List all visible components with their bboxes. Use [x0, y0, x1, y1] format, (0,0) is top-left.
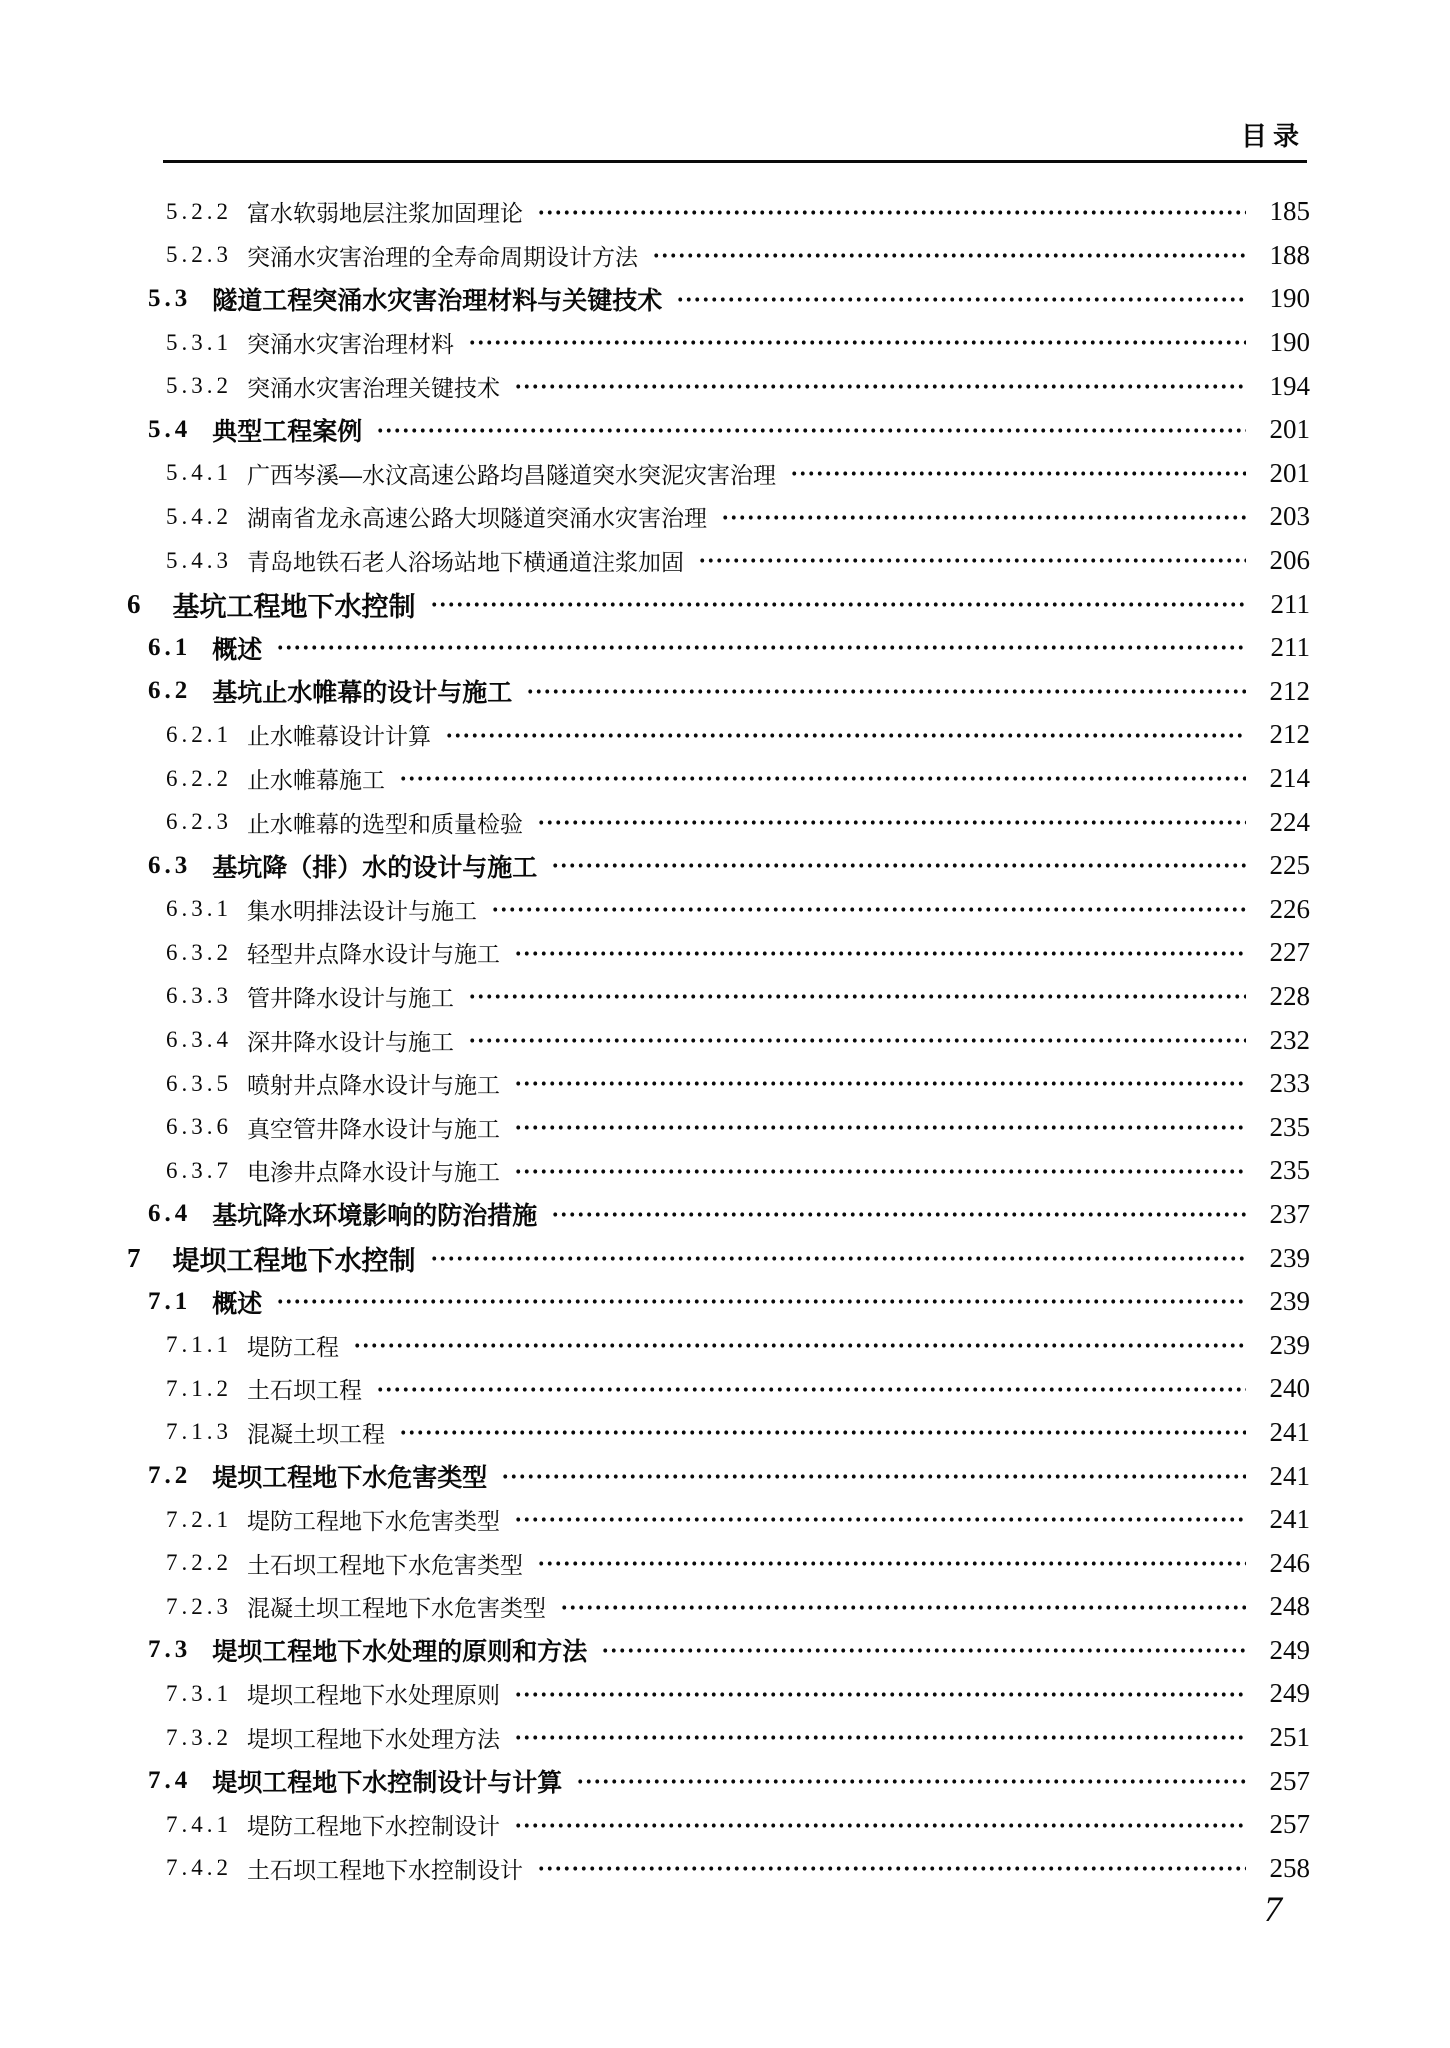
entry-title: 基坑降水环境影响的防治措施	[212, 1202, 538, 1231]
entry-number: 7.4.2	[166, 1855, 232, 1881]
toc-entry	[127, 713, 1310, 757]
dot-leader	[537, 1847, 1246, 1891]
footer-page-number: 7	[1264, 1889, 1282, 1929]
toc-entry	[127, 1498, 1310, 1542]
entry-title: 真空管井降水设计与施工	[247, 1115, 500, 1142]
entry-title: 广西岑溪—水汶高速公路均昌隧道突水突泥灾害治理	[247, 461, 776, 488]
dot-leader	[551, 1193, 1246, 1237]
entry-page-number: 201	[1269, 414, 1310, 445]
entry-number: 6.3.7	[166, 1157, 232, 1183]
entry-title: 基坑降（排）水的设计与施工	[212, 853, 538, 882]
dot-leader	[537, 190, 1246, 234]
entry-number: 5.4	[148, 415, 192, 443]
entry-number: 7.3.1	[166, 1680, 232, 1706]
entry-title: 青岛地铁石老人浴场站地下横通道注浆加固	[247, 549, 684, 576]
toc-entry	[127, 1367, 1310, 1411]
entry-title: 隧道工程突涌水灾害治理材料与关键技术	[212, 286, 663, 315]
dot-leader	[514, 1803, 1246, 1847]
entry-page-number: 241	[1269, 1504, 1310, 1535]
dot-leader	[576, 1759, 1246, 1803]
toc-entry	[127, 321, 1310, 365]
entry-number: 7.3.2	[166, 1724, 232, 1750]
toc-entry	[127, 1018, 1310, 1062]
toc-entry	[127, 1105, 1310, 1149]
entry-page-number: 246	[1269, 1547, 1310, 1578]
dot-leader	[514, 1716, 1246, 1760]
dot-leader	[721, 495, 1246, 539]
entry-page-number: 206	[1269, 545, 1310, 576]
entry-title: 堤防工程	[247, 1333, 339, 1360]
dot-leader	[514, 1105, 1246, 1149]
dot-leader	[537, 1541, 1246, 1585]
toc-entry	[127, 757, 1310, 801]
entry-page-number: 190	[1269, 327, 1310, 358]
dot-leader	[514, 1498, 1246, 1542]
entry-number: 7.3	[148, 1636, 192, 1664]
entry-number: 6.3.2	[166, 939, 232, 965]
toc-entry	[127, 1236, 1310, 1280]
entry-number: 7.1	[148, 1287, 192, 1315]
toc-entry	[127, 495, 1310, 539]
dot-leader	[526, 670, 1246, 714]
entry-number: 5.4.2	[166, 503, 232, 529]
dot-leader	[491, 888, 1246, 932]
entry-number: 5.3.1	[166, 329, 232, 355]
entry-title: 集水明排法设计与施工	[247, 897, 477, 924]
toc-entry	[127, 800, 1310, 844]
entry-page-number: 194	[1269, 370, 1310, 401]
entry-title: 轻型井点降水设计与施工	[247, 941, 500, 968]
entry-number: 5.4.1	[166, 460, 232, 486]
toc-entry	[127, 1672, 1310, 1716]
entry-title: 突涌水灾害治理关键技术	[247, 374, 500, 401]
entry-number: 7.2.1	[166, 1506, 232, 1532]
dot-leader	[514, 364, 1246, 408]
entry-page-number: 240	[1269, 1373, 1310, 1404]
entry-page-number: 228	[1269, 980, 1310, 1011]
toc-list	[127, 190, 1310, 1890]
entry-title: 土石坝工程地下水危害类型	[247, 1551, 523, 1578]
entry-page-number: 249	[1269, 1678, 1310, 1709]
entry-number: 6.3.4	[166, 1027, 232, 1053]
toc-entry	[127, 277, 1310, 321]
toc-entry	[127, 1454, 1310, 1498]
toc-entry	[127, 190, 1310, 234]
entry-title: 土石坝工程地下水控制设计	[247, 1856, 523, 1883]
dot-leader	[468, 321, 1246, 365]
entry-title: 概述	[212, 1289, 263, 1318]
entry-number: 5.4.3	[166, 547, 232, 573]
entry-title: 混凝土坝工程地下水危害类型	[247, 1595, 546, 1622]
toc-entry	[127, 408, 1310, 452]
toc-entry	[127, 844, 1310, 888]
dot-leader	[376, 1367, 1246, 1411]
dot-leader	[468, 975, 1246, 1019]
entry-page-number: 211	[1270, 588, 1310, 619]
dot-leader	[652, 234, 1246, 278]
entry-number: 6.2.3	[166, 809, 232, 835]
toc-entry	[127, 1149, 1310, 1193]
entry-page-number: 201	[1269, 457, 1310, 488]
entry-title: 电渗井点降水设计与施工	[247, 1159, 500, 1186]
toc-entry	[127, 626, 1310, 670]
entry-page-number: 257	[1269, 1809, 1310, 1840]
entry-title: 喷射井点降水设计与施工	[247, 1072, 500, 1099]
entry-page-number: 214	[1269, 763, 1310, 794]
entry-page-number: 239	[1269, 1286, 1310, 1317]
dot-leader	[601, 1629, 1246, 1673]
entry-title: 堤坝工程地下水控制	[172, 1245, 416, 1276]
toc-entry	[127, 1062, 1310, 1106]
entry-title: 突涌水灾害治理的全寿命周期设计方法	[247, 243, 638, 270]
entry-number: 6.3.1	[166, 896, 232, 922]
toc-entry	[127, 888, 1310, 932]
entry-page-number: 212	[1269, 675, 1310, 706]
toc-entry	[127, 539, 1310, 583]
toc-entry	[127, 1716, 1310, 1760]
entry-page-number: 258	[1269, 1852, 1310, 1883]
entry-number: 7.1.2	[166, 1375, 232, 1401]
entry-page-number: 233	[1269, 1068, 1310, 1099]
entry-number: 7.2.3	[166, 1593, 232, 1619]
entry-title: 止水帷幕施工	[247, 767, 385, 794]
toc-entry	[127, 1541, 1310, 1585]
dot-leader	[790, 452, 1246, 496]
toc-entry	[127, 364, 1310, 408]
toc-entry	[127, 1323, 1310, 1367]
entry-title: 堤坝工程地下水控制设计与计算	[212, 1769, 563, 1798]
entry-title: 湖南省龙永高速公路大坝隧道突涌水灾害治理	[247, 505, 707, 532]
toc-entry	[127, 670, 1310, 714]
entry-page-number: 241	[1269, 1460, 1310, 1491]
entry-number: 6.2	[148, 677, 192, 705]
toc-entry	[127, 452, 1310, 496]
entry-title: 堤坝工程地下水处理方法	[247, 1726, 500, 1753]
entry-page-number: 203	[1269, 501, 1310, 532]
entry-number: 7.2	[148, 1462, 192, 1490]
entry-number: 7.1.1	[166, 1332, 232, 1358]
entry-title: 概述	[212, 635, 263, 664]
dot-leader	[430, 1236, 1247, 1280]
entry-number: 7.2.2	[166, 1550, 232, 1576]
entry-title: 堤坝工程地下水处理的原则和方法	[212, 1638, 588, 1667]
dot-leader	[676, 277, 1246, 321]
dot-leader	[468, 1018, 1246, 1062]
entry-title: 典型工程案例	[212, 417, 363, 446]
entry-page-number: 226	[1269, 893, 1310, 924]
entry-page-number: 190	[1269, 283, 1310, 314]
toc-entry	[127, 1847, 1310, 1891]
dot-leader	[514, 1672, 1246, 1716]
entry-title: 止水帷幕设计计算	[247, 723, 431, 750]
entry-title: 富水软弱地层注浆加固理论	[247, 200, 523, 227]
entry-number: 6.3	[148, 851, 192, 879]
dot-leader	[430, 582, 1247, 626]
entry-title: 堤防工程地下水危害类型	[247, 1508, 500, 1535]
entry-number: 7.1.3	[166, 1419, 232, 1445]
entry-title: 基坑止水帷幕的设计与施工	[212, 679, 513, 708]
toc-entry	[127, 1585, 1310, 1629]
entry-title: 突涌水灾害治理材料	[247, 331, 454, 358]
dot-leader	[501, 1454, 1246, 1498]
entry-page-number: 224	[1269, 806, 1310, 837]
entry-number: 6.2.1	[166, 721, 232, 747]
entry-page-number: 241	[1269, 1416, 1310, 1447]
dot-leader	[551, 844, 1246, 888]
entry-number: 5.2.2	[166, 198, 232, 224]
entry-number: 6.3.6	[166, 1114, 232, 1140]
dot-leader	[514, 931, 1246, 975]
entry-number: 5.3.2	[166, 373, 232, 399]
entry-number: 6.1	[148, 633, 192, 661]
dot-leader	[399, 757, 1246, 801]
toc-entry	[127, 1803, 1310, 1847]
dot-leader	[514, 1149, 1246, 1193]
toc-entry	[127, 1193, 1310, 1237]
toc-entry	[127, 1411, 1310, 1455]
entry-title: 止水帷幕的选型和质量检验	[247, 810, 523, 837]
toc-entry	[127, 234, 1310, 278]
dot-leader	[353, 1323, 1246, 1367]
dot-leader	[376, 408, 1246, 452]
page-header-title: 目录	[1240, 121, 1305, 151]
entry-number: 6.3.3	[166, 983, 232, 1009]
entry-title: 土石坝工程	[247, 1377, 362, 1404]
entry-number: 7.4.1	[166, 1811, 232, 1837]
toc-entry	[127, 1759, 1310, 1803]
entry-number: 5.2.3	[166, 242, 232, 268]
toc-entry	[127, 1629, 1310, 1673]
entry-page-number: 227	[1269, 937, 1310, 968]
dot-leader	[276, 626, 1246, 670]
toc-entry	[127, 975, 1310, 1019]
header-rule	[163, 160, 1307, 163]
entry-page-number: 248	[1269, 1591, 1310, 1622]
dot-leader	[560, 1585, 1246, 1629]
toc-entry	[127, 582, 1310, 626]
entry-page-number: 251	[1269, 1722, 1310, 1753]
entry-title: 深井降水设计与施工	[247, 1028, 454, 1055]
entry-page-number: 257	[1269, 1765, 1310, 1796]
dot-leader	[514, 1062, 1246, 1106]
entry-title: 堤坝工程地下水处理原则	[247, 1682, 500, 1709]
entry-number: 6.2.2	[166, 765, 232, 791]
entry-number: 5.3	[148, 284, 192, 312]
entry-number: 7.4	[148, 1767, 192, 1795]
entry-number: 7	[127, 1242, 145, 1273]
entry-title: 管井降水设计与施工	[247, 984, 454, 1011]
entry-page-number: 235	[1269, 1155, 1310, 1186]
entry-title: 堤坝工程地下水危害类型	[212, 1464, 488, 1493]
entry-page-number: 188	[1269, 239, 1310, 270]
entry-page-number: 225	[1269, 850, 1310, 881]
entry-page-number: 249	[1269, 1634, 1310, 1665]
dot-leader	[276, 1280, 1246, 1324]
entry-page-number: 211	[1270, 632, 1310, 663]
entry-number: 6.4	[148, 1200, 192, 1228]
toc-entry	[127, 1280, 1310, 1324]
dot-leader	[399, 1411, 1246, 1455]
entry-page-number: 235	[1269, 1111, 1310, 1142]
entry-page-number: 185	[1269, 196, 1310, 227]
entry-page-number: 237	[1269, 1198, 1310, 1229]
entry-page-number: 212	[1269, 719, 1310, 750]
entry-page-number: 232	[1269, 1024, 1310, 1055]
entry-page-number: 239	[1269, 1242, 1310, 1273]
toc-entry	[127, 931, 1310, 975]
dot-leader	[698, 539, 1246, 583]
entry-page-number: 239	[1269, 1329, 1310, 1360]
dot-leader	[537, 800, 1246, 844]
entry-number: 6.3.5	[166, 1070, 232, 1096]
entry-title: 堤防工程地下水控制设计	[247, 1813, 500, 1840]
entry-number: 6	[127, 588, 145, 619]
dot-leader	[445, 713, 1246, 757]
entry-title: 混凝土坝工程	[247, 1420, 385, 1447]
entry-title: 基坑工程地下水控制	[172, 591, 416, 622]
